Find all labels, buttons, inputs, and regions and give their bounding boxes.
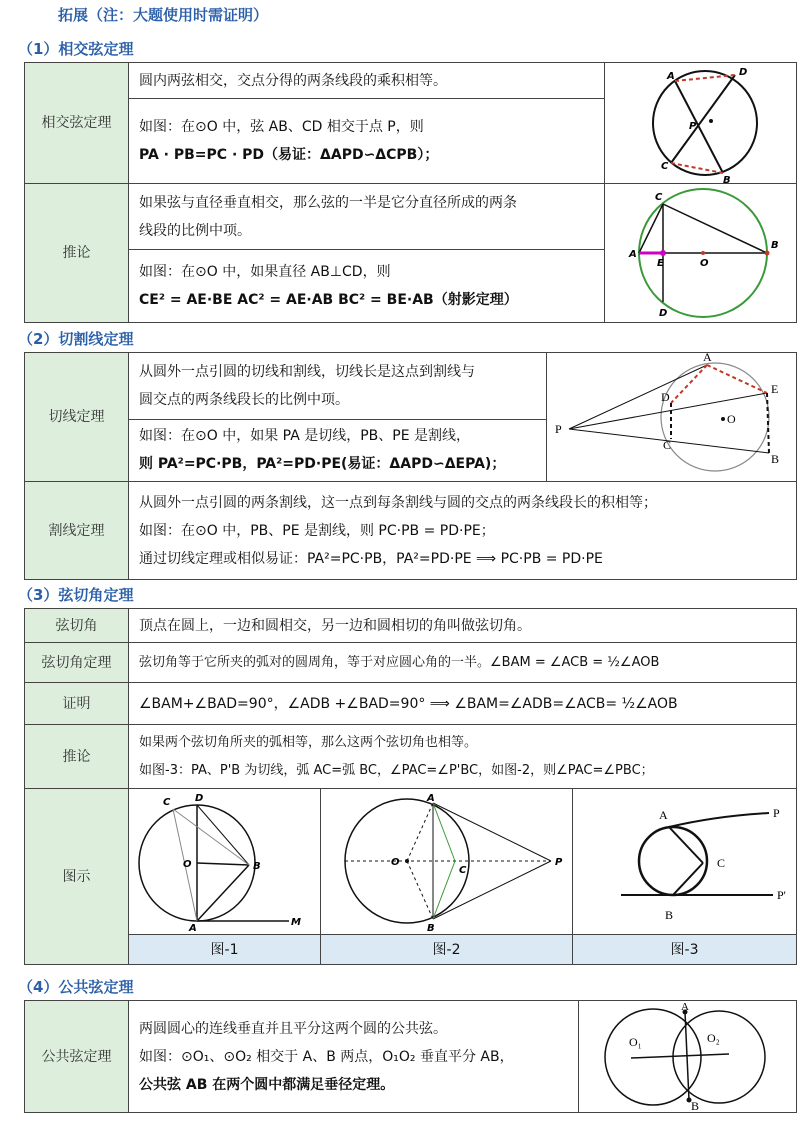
svg-text:C: C (459, 864, 467, 876)
secant-line-3: 通过切线定理或相似易证：PA²=PC·PB，PA²=PD·PE ⟹ PC·PB = PD·PE (139, 550, 603, 567)
svg-text:B: B (691, 1098, 700, 1112)
svg-text:M: M (291, 916, 301, 928)
table-tangent-secant (24, 352, 797, 580)
svg-text:A: A (659, 807, 668, 822)
svg-text:C: C (663, 438, 672, 452)
row-label-tangent-theorem: 切线定理 (25, 353, 129, 482)
row-label-proof: 证明 (25, 683, 129, 725)
secant-line-1: 从圆外一点引圆的两条割线，这一点到每条割线与圆的交点的两条线段长的积相等； (139, 494, 657, 511)
svg-text:C: C (717, 855, 726, 870)
table-intersecting-chords (24, 62, 797, 323)
common-chord-line-1: 两圆圆心的连线垂直并且平分这两个圆的公共弦。 (139, 1020, 447, 1037)
tangent-secant-diagram (547, 353, 797, 481)
page-header: 拓展（注：大题使用时需证明） (58, 6, 269, 24)
secant-content (129, 482, 797, 580)
theorem-example (129, 99, 605, 184)
svg-text:B: B (771, 240, 779, 251)
secant-line-2: 如图：在⊙O 中，PB、PE 是割线，则 PC·PB = PD·PE； (139, 522, 495, 539)
perpendicular-chord-diagram (605, 184, 797, 322)
svg-text:P: P (773, 805, 780, 820)
section-title-4: （4）公共弦定理 (18, 978, 134, 996)
svg-text:B: B (723, 175, 731, 183)
intersecting-chords-diagram (605, 63, 797, 183)
tangent-statement (129, 353, 547, 420)
svg-text:O: O (727, 412, 736, 426)
svg-text:A: A (703, 353, 712, 364)
theorem-statement: 圆内两弦相交，交点分得的两条线段的乘积相等。 (129, 63, 605, 99)
row-label-illustration: 图示 (25, 789, 129, 965)
common-chord-line-3: 公共弦 AB 在两个圆中都满足垂径定理。 (139, 1076, 395, 1093)
chord-tangent-theorem: 弦切角等于它所夹的弧对的圆周角，等于对应圆心角的一半。∠BAM = ∠ACB = ½∠AOB (129, 643, 797, 683)
svg-text:O₁: O₁ (629, 1034, 642, 1049)
corollary-example-text: 如图：在⊙O 中，如果直径 AB⊥CD，则 (139, 264, 391, 281)
formula-text: PA · PB=PC · PD（易证：ΔAPD∽ΔCPB）； (139, 147, 439, 164)
corollary-3-line-1: 如果两个弦切角所夹的弧相等，那么这两个弦切角也相等。 (139, 734, 478, 750)
corollary-3-line-2: 如图-3：PA、P'B 为切线，弧 AC=弧 BC，∠PAC=∠P'BC，如图-2，则∠PAC=∠PBC； (139, 762, 654, 778)
svg-text:O: O (183, 858, 192, 870)
svg-text:C: C (655, 192, 663, 203)
svg-text:D: D (195, 792, 204, 804)
figure-3-diagram (573, 791, 795, 933)
row-label-chord-tangent-theorem: 弦切角定理 (25, 643, 129, 683)
svg-text:C: C (661, 161, 669, 172)
figure-common-chord (579, 1001, 797, 1113)
section-title-3: （3）弦切角定理 (18, 586, 134, 604)
svg-text:E: E (771, 382, 779, 396)
svg-text:O₂: O₂ (707, 1030, 720, 1045)
figure-2 (321, 789, 573, 935)
table-tangent-chord-angle (24, 608, 797, 965)
corollary-statement (129, 184, 605, 250)
svg-text:D: D (661, 390, 670, 404)
tangent-line-1: 从圆外一点引圆的切线和割线，切线长是这点到割线与 (139, 363, 475, 380)
svg-text:A: A (629, 249, 637, 260)
svg-text:A: A (189, 922, 197, 933)
figure-tangent-secant (547, 353, 797, 482)
row-label-secant-theorem: 割线定理 (25, 482, 129, 580)
svg-text:P': P' (777, 887, 786, 902)
common-chord-line-2: 如图：⊙O₁、⊙O₂ 相交于 A、B 两点，O₁O₂ 垂直平分 AB， (139, 1048, 514, 1065)
row-label-corollary: 推论 (25, 184, 129, 323)
tangent-example-text: 如图：在⊙O 中，如果 PA 是切线，PB、PE 是割线， (139, 428, 471, 445)
svg-text:A: A (427, 792, 435, 804)
example-text: 如图：在⊙O 中，弦 AB、CD 相交于点 P，则 (139, 119, 424, 136)
figure-intersecting-chords (605, 63, 797, 184)
figure-perpendicular-chord (605, 184, 797, 323)
proof-text: ∠BAM+∠BAD=90°，∠ADB +∠BAD=90° ⟹ ∠BAM=∠ADB=∠ACB= ½∠AOB (129, 683, 797, 725)
table-common-chord (24, 1000, 797, 1113)
common-chord-diagram (579, 1002, 797, 1112)
svg-text:B: B (771, 452, 780, 466)
figure-1 (129, 789, 321, 935)
section-title-2: （2）切割线定理 (18, 330, 134, 348)
tangent-example (129, 419, 547, 481)
svg-text:B: B (427, 922, 435, 933)
corollary-line-2: 线段的比例中项。 (139, 222, 251, 239)
svg-text:P: P (555, 422, 562, 436)
figure-3 (573, 789, 797, 935)
svg-text:P: P (555, 856, 563, 868)
row-label-common-chord: 公共弦定理 (25, 1001, 129, 1113)
svg-text:B: B (253, 860, 261, 872)
tangent-line-2: 圆交点的两条线段长的比例中项。 (139, 391, 349, 408)
row-label-chord-tangent-angle: 弦切角 (25, 609, 129, 643)
corollary-line-1: 如果弦与直径垂直相交，那么弦的一半是它分直径所成的两条 (139, 194, 517, 211)
svg-text:P: P (689, 121, 697, 132)
svg-text:D: D (659, 308, 668, 319)
projection-formula: CE² = AE·BE AC² = AE·AB BC² = BE·AB（射影定理） (139, 292, 518, 309)
caption-figure-1: 图-1 (129, 935, 321, 965)
row-label-intersecting-chords: 相交弦定理 (25, 63, 129, 184)
row-label-corollary-3: 推论 (25, 725, 129, 789)
svg-text:B: B (665, 907, 674, 922)
svg-text:E: E (657, 258, 664, 269)
svg-text:D: D (739, 67, 748, 78)
svg-text:A: A (681, 1001, 689, 1013)
corollary-example (129, 250, 605, 323)
caption-figure-3: 图-3 (573, 935, 797, 965)
corollary-3-content (129, 725, 797, 789)
svg-text:O: O (391, 856, 400, 868)
tangent-formula: 则 PA²=PC·PB，PA²=PD·PE(易证：ΔAPD∽ΔEPA)； (139, 456, 506, 473)
chord-tangent-definition: 顶点在圆上，一边和圆相交，另一边和圆相切的角叫做弦切角。 (129, 609, 797, 643)
figure-2-diagram (321, 791, 571, 933)
svg-text:A: A (667, 71, 675, 82)
common-chord-content (129, 1001, 579, 1113)
caption-figure-2: 图-2 (321, 935, 573, 965)
figure-1-diagram (129, 791, 319, 933)
svg-text:O: O (700, 258, 709, 269)
svg-text:C: C (163, 796, 171, 808)
section-title-1: （1）相交弦定理 (18, 40, 134, 58)
